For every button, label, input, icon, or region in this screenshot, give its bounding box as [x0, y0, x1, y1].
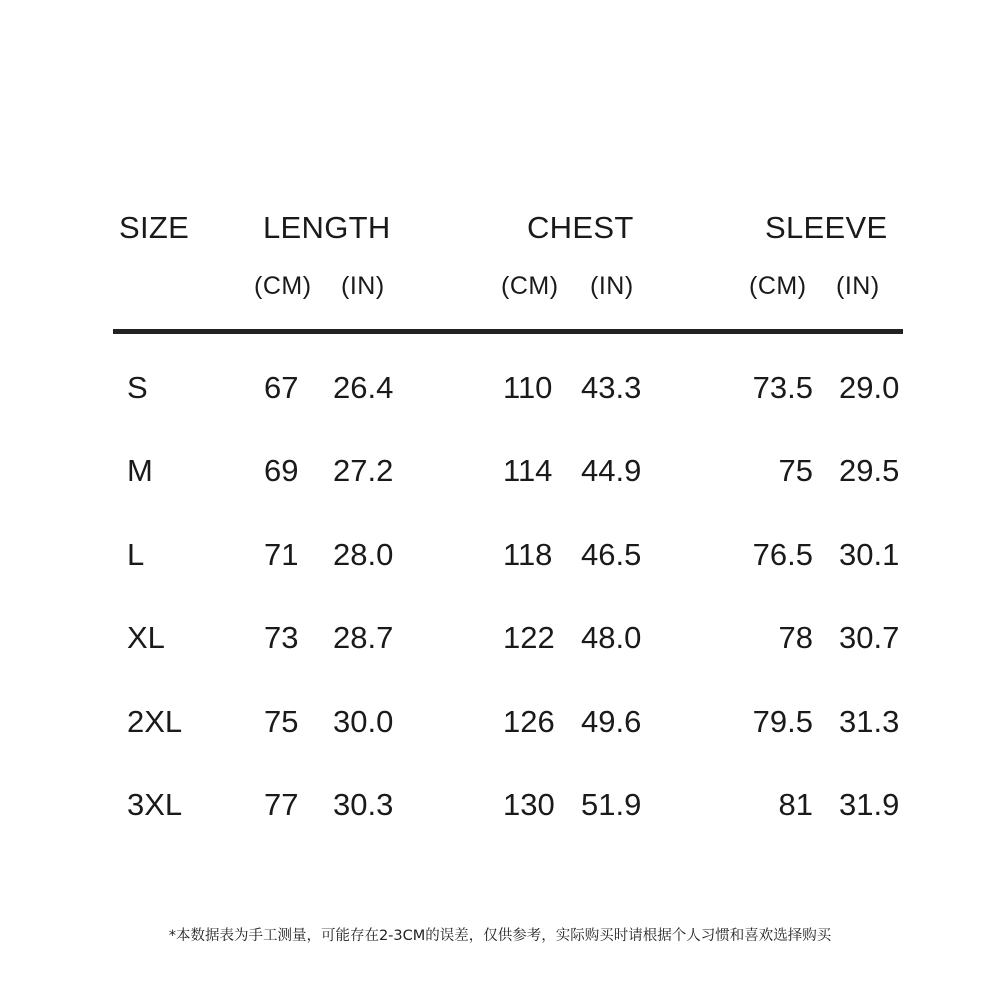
cell-chest-in: 44.9 [581, 453, 642, 488]
table-row [0, 694, 1000, 754]
cell-length-cm: 71 [264, 537, 299, 572]
header-length: LENGTH [263, 210, 391, 245]
cell-sleeve-in: 31.3 [839, 704, 900, 739]
cell-chest-in: 46.5 [581, 537, 642, 572]
cell-size: L [127, 537, 145, 572]
unit-length-cm: (CM) [254, 272, 312, 300]
cell-length-in: 30.3 [333, 787, 394, 822]
cell-length-in: 28.0 [333, 537, 394, 572]
cell-sleeve-cm: 79.5 [752, 704, 813, 739]
cell-sleeve-in: 29.0 [839, 370, 900, 405]
table-row [0, 360, 1000, 420]
cell-length-cm: 69 [264, 453, 299, 488]
cell-size: 3XL [127, 787, 183, 822]
table-row [0, 610, 1000, 670]
cell-length-cm: 67 [264, 370, 299, 405]
cell-sleeve-cm: 78 [778, 620, 813, 655]
cell-chest-cm: 122 [503, 620, 555, 655]
cell-sleeve-in: 29.5 [839, 453, 900, 488]
cell-size: S [127, 370, 148, 405]
unit-chest-cm: (CM) [501, 272, 559, 300]
cell-chest-cm: 110 [503, 370, 553, 405]
cell-sleeve-cm: 75 [778, 453, 813, 488]
cell-sleeve-in: 31.9 [839, 787, 900, 822]
cell-size: M [127, 453, 153, 488]
cell-chest-cm: 126 [503, 704, 555, 739]
cell-length-in: 26.4 [333, 370, 394, 405]
unit-sleeve-in: (IN) [836, 272, 880, 300]
unit-length-in: (IN) [341, 272, 385, 300]
cell-chest-cm: 130 [503, 787, 555, 822]
table-row [0, 527, 1000, 587]
cell-length-cm: 73 [264, 620, 299, 655]
cell-length-in: 30.0 [333, 704, 394, 739]
header-sleeve: SLEEVE [765, 210, 888, 245]
cell-chest-cm: 114 [503, 453, 553, 488]
cell-chest-cm: 118 [503, 537, 553, 572]
cell-length-cm: 77 [264, 787, 299, 822]
cell-length-in: 28.7 [333, 620, 394, 655]
cell-size: 2XL [127, 704, 183, 739]
cell-chest-in: 43.3 [581, 370, 642, 405]
cell-chest-in: 51.9 [581, 787, 642, 822]
cell-sleeve-in: 30.7 [839, 620, 900, 655]
cell-length-in: 27.2 [333, 453, 394, 488]
table-row [0, 443, 1000, 503]
cell-chest-in: 49.6 [581, 704, 642, 739]
cell-sleeve-in: 30.1 [839, 537, 900, 572]
header-chest: CHEST [527, 210, 634, 245]
cell-sleeve-cm: 73.5 [752, 370, 813, 405]
cell-length-cm: 75 [264, 704, 299, 739]
cell-chest-in: 48.0 [581, 620, 642, 655]
header-size: SIZE [119, 210, 190, 245]
cell-sleeve-cm: 81 [778, 787, 813, 822]
header-divider [113, 329, 903, 334]
unit-chest-in: (IN) [590, 272, 634, 300]
table-row [0, 777, 1000, 837]
cell-size: XL [127, 620, 165, 655]
unit-sleeve-cm: (CM) [749, 272, 807, 300]
footnote: *本数据表为手工测量，可能存在2-3CM的误差，仅供参考，实际购买时请根据个人习惯和喜欢选择购买 [168, 928, 832, 944]
cell-sleeve-cm: 76.5 [752, 537, 813, 572]
